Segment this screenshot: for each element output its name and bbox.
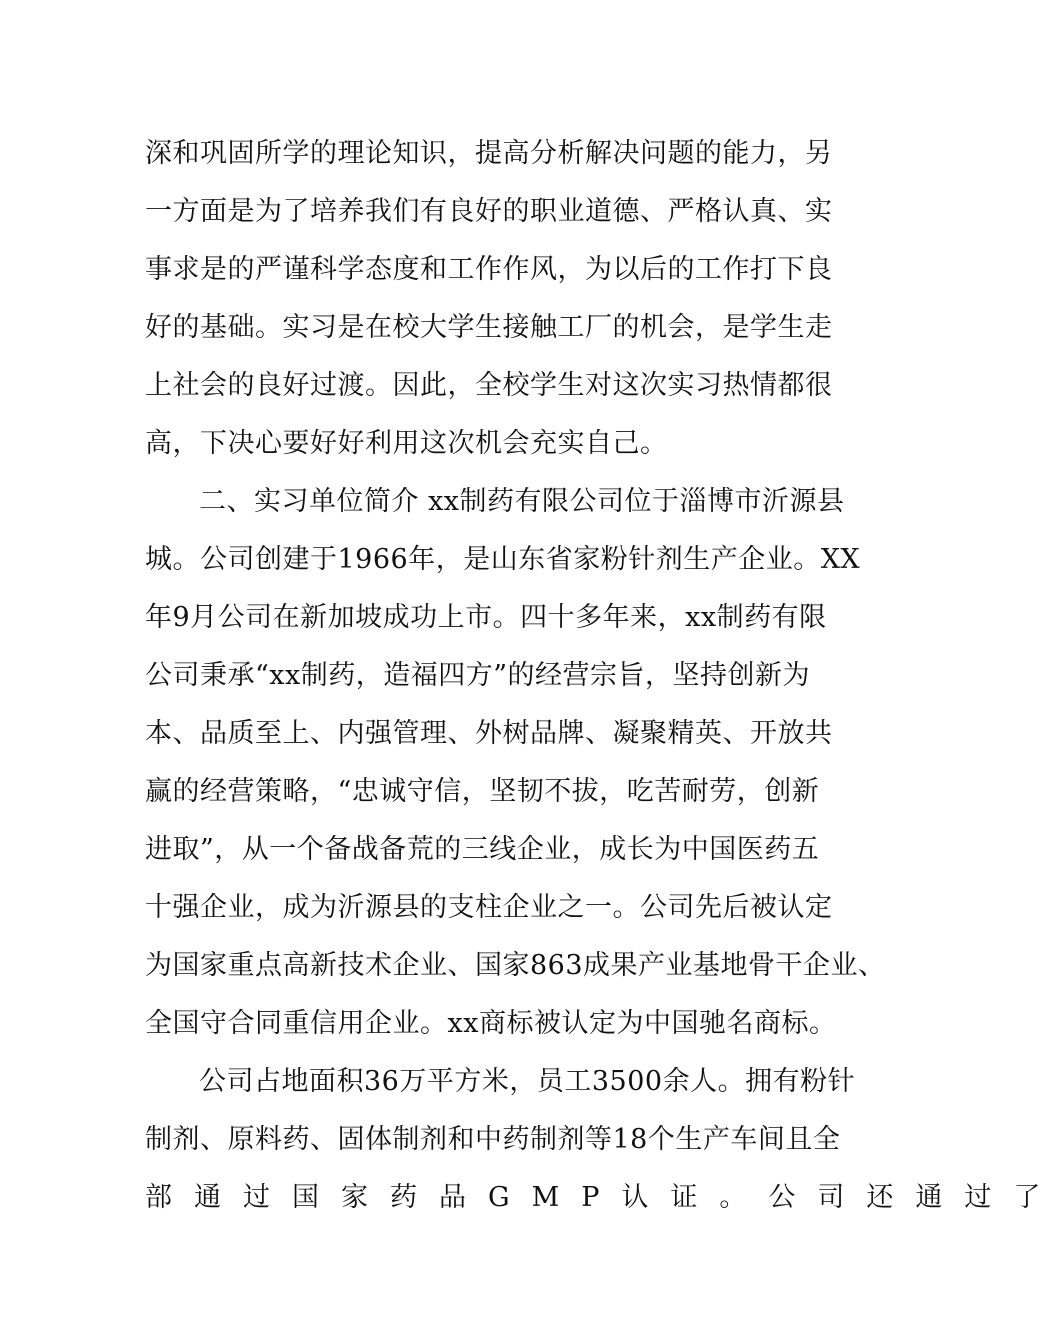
text-line: 制剂、原料药、固体制剂和中药制剂等18个生产车间且全 bbox=[145, 1124, 841, 1155]
document-body bbox=[145, 130, 1062, 1232]
text-line: 好的基础。实习是在校大学生接触工厂的机会，是学生走 bbox=[145, 312, 833, 343]
text-line: 本、品质至上、内强管理、外树品牌、凝聚精英、开放共 bbox=[145, 718, 833, 749]
text-line: 十强企业，成为沂源县的支柱企业之一。公司先后被认定 bbox=[145, 892, 833, 923]
section-heading-line: 二、实习单位简介 xx制药有限公司位于淄博市沂源县 bbox=[199, 486, 845, 517]
text-line: 高，下决心要好好利用这次机会充实自己。 bbox=[145, 428, 668, 459]
text-line: 部通过国家药品GMP认证。公司还通过了 bbox=[145, 1182, 1062, 1213]
text-line: 深和巩固所学的理论知识，提高分析解决问题的能力，另 bbox=[145, 138, 833, 169]
text-line: 年9月公司在新加坡成功上市。四十多年来，xx制药有限 bbox=[145, 602, 827, 633]
text-line: 一方面是为了培养我们有良好的职业道德、严格认真、实 bbox=[145, 196, 833, 227]
text-line: 公司秉承“xx制药，造福四方”的经营宗旨，坚持创新为 bbox=[145, 660, 811, 691]
text-line: 城。公司创建于1966年，是山东省家粉针剂生产企业。XX bbox=[145, 544, 861, 575]
paragraph-start-line: 公司占地面积36万平方米，员工3500余人。拥有粉针 bbox=[199, 1066, 856, 1097]
text-line: 全国守合同重信用企业。xx商标被认定为中国驰名商标。 bbox=[145, 1008, 837, 1039]
text-line: 赢的经营策略，“忠诚守信，坚韧不拔，吃苦耐劳，创新 bbox=[145, 776, 820, 807]
text-line: 为国家重点高新技术企业、国家863成果产业基地骨干企业、 bbox=[145, 950, 886, 981]
text-line: 事求是的严谨科学态度和工作作风，为以后的工作打下良 bbox=[145, 254, 833, 285]
text-line: 进取”，从一个备战备荒的三线企业，成长为中国医药五 bbox=[145, 834, 820, 865]
text-line: 上社会的良好过渡。因此，全校学生对这次实习热情都很 bbox=[145, 370, 833, 401]
